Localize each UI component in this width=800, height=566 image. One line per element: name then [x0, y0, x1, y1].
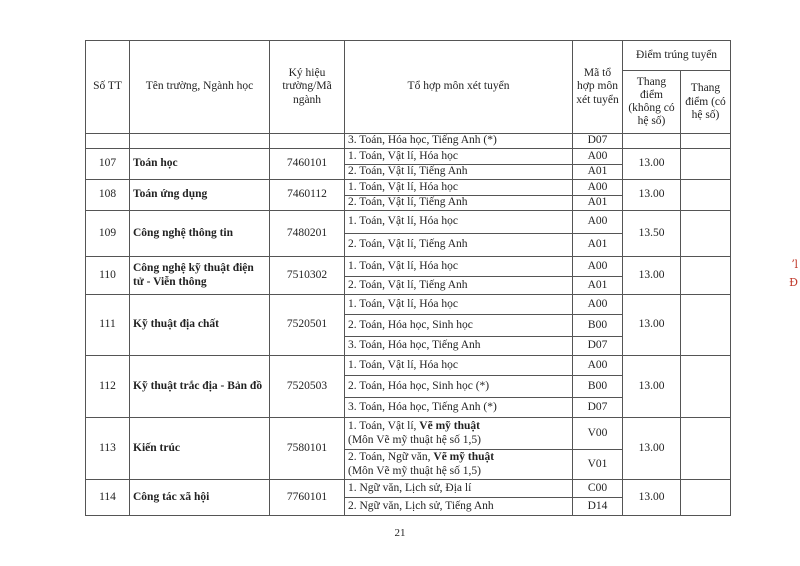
header-code: Ký hiệu trường/Mã ngành	[270, 41, 345, 134]
combo-cell: 1. Toán, Vật lí, Hóa học	[345, 211, 573, 234]
combo-text: 1. Toán, Vật lí,	[348, 420, 420, 433]
program-code: 7580101	[270, 418, 345, 480]
score-coef-cell	[681, 295, 731, 356]
row-number: 108	[86, 180, 130, 211]
subject-code-cell: A00	[573, 257, 623, 277]
program-name: Công tác xã hội	[130, 480, 270, 516]
program-name: Kiến trúc	[130, 418, 270, 480]
table-header	[86, 41, 731, 134]
table-row	[86, 480, 731, 498]
combo-cell: 1. Toán, Vật lí, Hóa học	[345, 295, 573, 315]
subject-code-cell: A01	[573, 196, 623, 211]
subject-code-cell: A00	[573, 149, 623, 165]
table-body	[86, 134, 731, 516]
table-row	[86, 134, 731, 149]
score-coef-cell	[681, 180, 731, 211]
combo-cell: 2. Toán, Vật lí, Tiếng Anh	[345, 277, 573, 295]
combo-cell: 3. Toán, Hóa học, Tiếng Anh (*)	[345, 398, 573, 418]
header-school: Tên trường, Ngành học	[130, 41, 270, 134]
subject-code-cell: B00	[573, 376, 623, 398]
margin-mark: Đ	[789, 276, 798, 289]
subject-code-cell: A00	[573, 180, 623, 196]
table-row	[86, 180, 731, 196]
score-cell: 13.00	[623, 480, 681, 516]
combo-cell: 1. Toán, Vật lí, Hóa học	[345, 149, 573, 165]
combo-cell: 2. Toán, Vật lí, Tiếng Anh	[345, 234, 573, 257]
combo-cell: 2. Toán, Vật lí, Tiếng Anh	[345, 196, 573, 211]
table-row	[86, 211, 731, 234]
score-cell: 13.00	[623, 418, 681, 480]
program-code: 7520501	[270, 295, 345, 356]
subject-code-cell: V00	[573, 418, 623, 450]
program-name: Công nghệ thông tin	[130, 211, 270, 257]
combo-note: (Môn Vẽ mỹ thuật hệ số 1,5)	[348, 464, 481, 477]
combo-note: (Môn Vẽ mỹ thuật hệ số 1,5)	[348, 433, 481, 446]
row-number: 107	[86, 149, 130, 180]
program-name: Toán ứng dụng	[130, 180, 270, 211]
table-row	[86, 257, 731, 277]
header-combo: Tổ hợp môn xét tuyển	[345, 41, 573, 134]
program-name: Công nghệ kỹ thuật điện tử - Viễn thông	[130, 257, 270, 295]
subject-code-cell: D07	[573, 337, 623, 356]
subject-code-cell: V01	[573, 450, 623, 480]
table-row	[86, 356, 731, 376]
row-number: 110	[86, 257, 130, 295]
subject-code-cell: A00	[573, 295, 623, 315]
header-score-group: Điểm trúng tuyển	[623, 41, 731, 71]
program-name: Kỹ thuật trắc địa - Bản đồ	[130, 356, 270, 418]
subject-code-cell: D07	[573, 398, 623, 418]
program-code: 7520503	[270, 356, 345, 418]
subject-code-cell: B00	[573, 315, 623, 337]
combo-cell	[345, 418, 573, 450]
row-number: 113	[86, 418, 130, 480]
program-code: 7510302	[270, 257, 345, 295]
program-code: 7460101	[270, 149, 345, 180]
header-score-coef: Thang điểm (có hệ số)	[681, 71, 731, 134]
row-number: 111	[86, 295, 130, 356]
program-name: Kỹ thuật địa chất	[130, 295, 270, 356]
score-coef-cell	[681, 149, 731, 180]
score-cell: 13.50	[623, 211, 681, 257]
combo-cell: 2. Toán, Hóa học, Sinh học	[345, 315, 573, 337]
score-cell: 13.00	[623, 295, 681, 356]
score-cell: 13.00	[623, 257, 681, 295]
combo-cell: 2. Toán, Vật lí, Tiếng Anh	[345, 165, 573, 180]
combo-cell: 3. Toán, Hóa học, Tiếng Anh	[345, 337, 573, 356]
subject-code-cell: A00	[573, 211, 623, 234]
subject-code-cell: A00	[573, 356, 623, 376]
combo-cell: 2. Toán, Hóa học, Sinh học (*)	[345, 376, 573, 398]
header-score-no-coef: Thang điểm (không có hệ số)	[623, 71, 681, 134]
subject-code-cell: A01	[573, 234, 623, 257]
score-coef-cell	[681, 356, 731, 418]
program-name: Toán học	[130, 149, 270, 180]
combo-text: 2. Toán, Ngữ văn,	[348, 451, 434, 464]
subject-code-cell: D07	[573, 134, 623, 149]
combo-bold-subject: Vẽ mỹ thuật	[419, 420, 480, 433]
combo-cell: 3. Toán, Hóa học, Tiếng Anh (*)	[345, 134, 573, 149]
score-cell: 13.00	[623, 356, 681, 418]
header-subject-code: Mã tổ hợp môn xét tuyển	[573, 41, 623, 134]
page-number: 21	[394, 527, 406, 539]
row-number: 109	[86, 211, 130, 257]
combo-cell	[345, 450, 573, 480]
score-coef-cell	[681, 480, 731, 516]
combo-cell: 1. Toán, Vật lí, Hóa học	[345, 257, 573, 277]
program-code: 7460112	[270, 180, 345, 211]
combo-cell: 2. Ngữ văn, Lịch sử, Tiếng Anh	[345, 498, 573, 516]
subject-code-cell: D14	[573, 498, 623, 516]
admissions-table	[85, 40, 731, 516]
score-coef-cell	[681, 257, 731, 295]
table-row	[86, 295, 731, 315]
row-number: 112	[86, 356, 130, 418]
combo-bold-subject: Vẽ mỹ thuật	[433, 451, 495, 464]
program-code: 7480201	[270, 211, 345, 257]
subject-code-cell: A01	[573, 165, 623, 180]
score-cell: 13.00	[623, 180, 681, 211]
combo-cell: 1. Ngữ văn, Lịch sử, Địa lí	[345, 480, 573, 498]
subject-code-cell: A01	[573, 277, 623, 295]
score-cell: 13.00	[623, 149, 681, 180]
combo-cell: 1. Toán, Vật lí, Hóa học	[345, 180, 573, 196]
subject-code-cell: C00	[573, 480, 623, 498]
header-stt: Số TT	[86, 41, 130, 134]
combo-cell: 1. Toán, Vật lí, Hóa học	[345, 356, 573, 376]
table-row	[86, 418, 731, 450]
score-coef-cell	[681, 211, 731, 257]
row-number: 114	[86, 480, 130, 516]
program-code: 7760101	[270, 480, 345, 516]
margin-mark: ʼl	[790, 258, 798, 271]
score-coef-cell	[681, 418, 731, 480]
table-row	[86, 149, 731, 165]
